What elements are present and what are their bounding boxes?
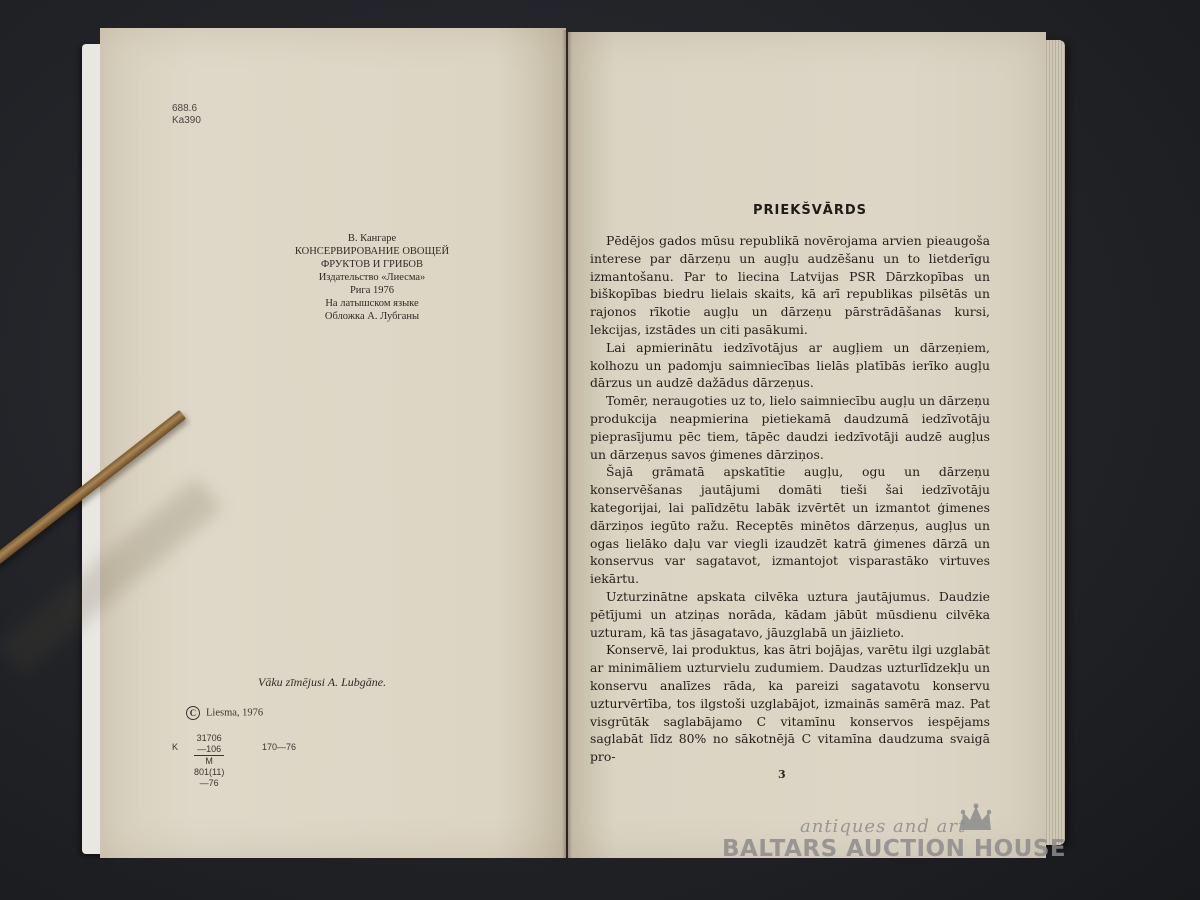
imprint-title-line1: КОНСЕРВИРОВАНИЕ ОВОЩЕЙ	[294, 246, 450, 257]
paragraph: Pēdējos gados mūsu republikā novērojama arvien pieaugoša interese par dārzeņu un augļu audzēšanu un to lietderīgu izmantošanu. Par to liecina Latvijas PSR Dārzkopības un biškopības biedru lielais skaits, kā arī republikas pilsētās un rajonos rīkotie augļu un dārzeņu pārstrādāšanas kursi, lekcijas, izstādes un citi pasākumi.	[590, 233, 990, 337]
library-code-author: Ka390	[172, 115, 201, 126]
paragraph: Lai apmierinātu iedzīvotājus ar augļiem un dārzeņiem, kolhozu un padomju saimniecības lielās platībās ierīko augļu dārzus un audzē dažādus dārzeņus.	[590, 339, 990, 391]
watermark-title: BALTARS AUCTION HOUSE	[722, 836, 1067, 862]
imprint-language-note: На латышском языке	[325, 298, 419, 309]
copyright-line	[186, 706, 263, 720]
left-page	[100, 28, 566, 858]
copyright-text: Liesma, 1976	[206, 707, 264, 719]
paragraph: Uzturzinātne apskata cilvēka uztura jautājumus. Daudzie pētījumi un atziņas norāda, kādam jābūt mūsdienu cilvēka uzturam, kā tas jāsagatavo, jāuzglabā un jāizlieto.	[590, 588, 990, 640]
russian-imprint	[262, 232, 482, 323]
paragraph: Šajā grāmatā apskatītie augļu, ogu un dārzeņu konservēšanas jautājumi domāti tieši šai iedzīvotāju kategorijai, lai palīdzētu labāk izvērtēt un izmantot ģimenes dārziņos iegūto ražu. Receptēs minētos dārzeņus, augļus un ogas lielāko daļu var viegli izaudzēt katrā ģimenes dārzā un konservus var sagatavot, izmantojot visparastāko virtuves iekārtu.	[590, 464, 990, 587]
catalog-numerator: 31706—106	[194, 733, 224, 756]
catalog-denominator: M 801(11)—76	[194, 756, 225, 788]
imprint-title-line2: ФРУКТОВ И ГРИБОВ	[320, 259, 424, 270]
imprint-publisher: Издательство «Лиесма»	[318, 272, 426, 283]
imprint-city-year: Рига 1976	[349, 285, 395, 296]
catalog-prefix: K	[172, 742, 179, 752]
library-code	[172, 103, 201, 127]
page-number: 3	[778, 768, 786, 781]
cover-credit: Vāku zīmējusi A. Lubgāne.	[258, 675, 387, 689]
catalog-suffix: 170—76	[262, 742, 297, 752]
foreword-text	[590, 232, 990, 766]
page-title: PRIEKŠVĀRDS	[753, 203, 867, 218]
book-spine	[562, 30, 572, 858]
paragraph: Konservē, lai produktus, kas ātri bojājas, varētu ilgi uzglabāt ar minimāliem uzturvielu zudumiem. Daudzas uzturlīdzekļu un konservu analīzes rāda, ka pareizi sagatavotu konservu uzturvērtība, tos ilgstoši uzglabājot, izmainās samērā maz. Pat visgrūtāk saglabājamo C vitamīnu konservos iespējams saglabāt līdz 80% no sākotnējā C vitamīna daudzuma svaigā pro-	[590, 642, 990, 765]
imprint-author: В. Кангаре	[347, 233, 397, 244]
watermark-subtitle: antiques and art	[800, 816, 967, 837]
library-code-udc: 688.6	[172, 103, 198, 114]
copyright-icon: C	[186, 706, 200, 720]
paragraph: Tomēr, neraugoties uz to, lielo saimniecību augļu un dārzeņu produkcija neapmierina pietiekamā daudzumā iedzīvotāju pieprasījumu pēc tiem, tāpēc daudzi iedzīvotāji audzē augļus un dārzeņus savos ģimenes dārziņos.	[590, 393, 990, 462]
imprint-cover-note: Обложка А. Лубганы	[324, 311, 420, 322]
catalog-fraction	[194, 733, 224, 789]
